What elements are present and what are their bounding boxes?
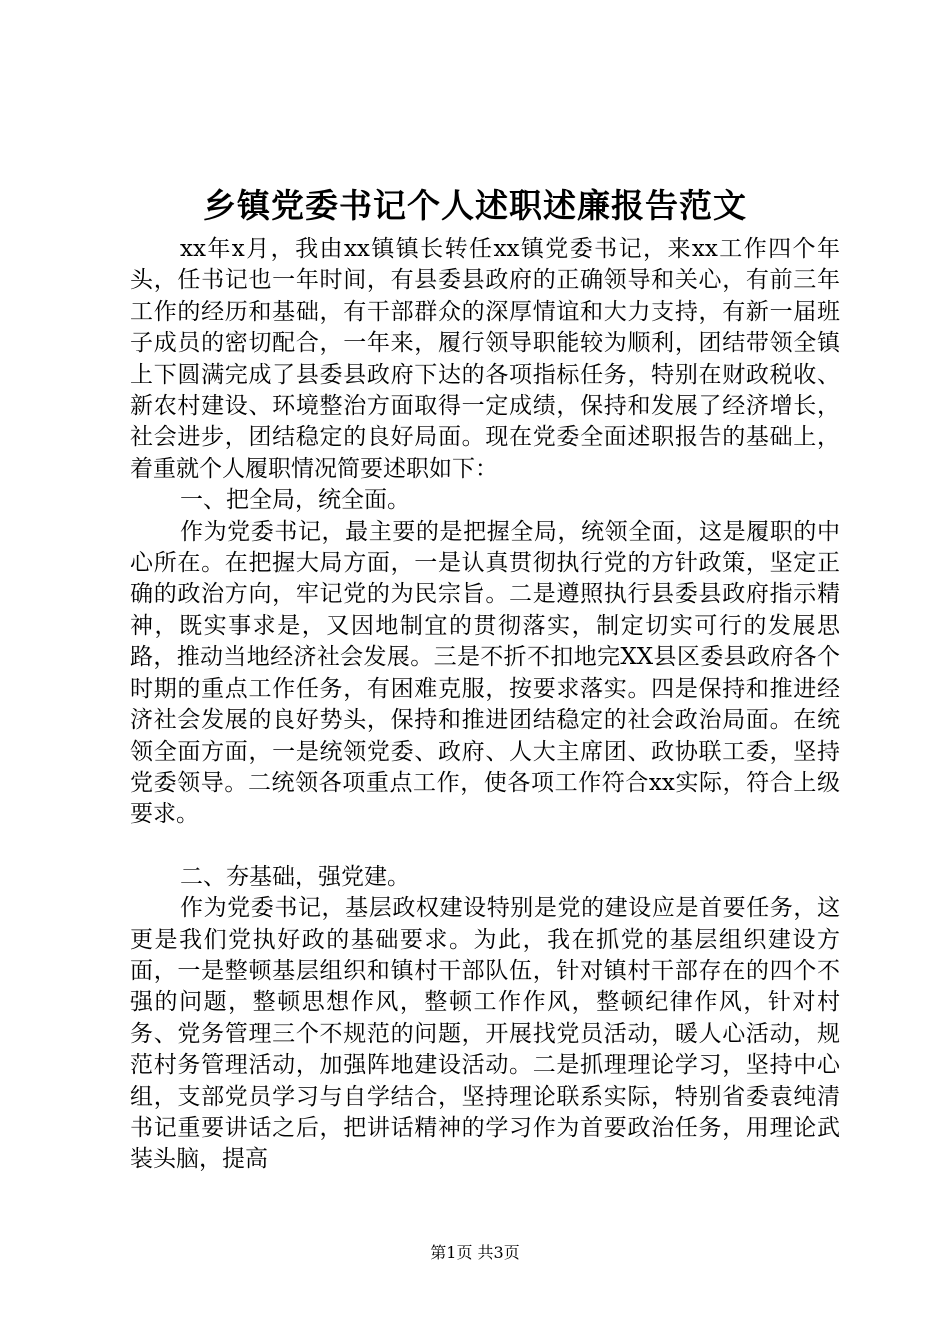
paragraph-gap	[130, 831, 840, 862]
section-1-paragraph: 作为党委书记，最主要的是把握全局，统领全面，这是履职的中心所在。在把握大局方面，一是认真贯彻执行党的方针政策，坚定正确的政治方向，牢记党的为民宗旨。二是遵照执行县委县政府指示精神，既实事求是，又因地制宜的贯彻落实，制定切实可行的发展思路，推动当地经济社会发展。三是不折不扣地完XX县区委县政府各个时期的重点工作任务，有困难克服，按要求落实。四是保持和推进经济社会发展的良好势头，保持和推进团结稳定的社会政治局面。在统领全面方面，一是统领党委、政府、人大主席团、政协联工委，坚持党委领导。二统领各项重点工作，使各项工作符合xx实际，符合上级要求。	[130, 518, 840, 828]
document-body	[130, 234, 840, 1176]
document-title: 乡镇党委书记个人述职述廉报告范文	[203, 186, 747, 225]
intro-paragraph: xx年x月，我由xx镇镇长转任xx镇党委书记，来xx工作四个年头，任书记也一年时间，有县委县政府的正确领导和关心，有前三年工作的经历和基础，有干部群众的深厚情谊和大力支持，有新一届班子成员的密切配合，一年来，履行领导职能较为顺利，团结带领全镇上下圆满完成了县委县政府下达的各项指标任务，特别在财政税收、新农村建设、环境整治方面取得一定成绩，保持和发展了经济增长，社会进步，团结稳定的良好局面。现在党委全面述职报告的基础上，着重就个人履职情况简要述职如下：	[130, 236, 840, 482]
section-2-paragraph: 作为党委书记，基层政权建设特别是党的建设应是首要任务，这更是我们党执好政的基础要求。为此，我在抓党的基层组织建设方面，一是整顿基层组织和镇村干部队伍，针对镇村干部存在的四个不强的问题，整顿思想作风，整顿工作作风，整顿纪律作风，针对村务、党务管理三个不规范的问题，开展找党员活动，暖人心活动，规范村务管理活动，加强阵地建设活动。二是抓理理论学习，坚持中心组，支部党员学习与自学结合，坚持理论联系实际，特别省委袁纯清书记重要讲话之后，把讲话精神的学习作为首要政治任务，用理论武装头脑，提高	[130, 895, 840, 1173]
section-2-heading: 二、夯基础，强党建。	[180, 863, 410, 890]
page-number-footer: 第1页 共3页	[430, 1243, 520, 1262]
section-1-heading: 一、把全局，统全面。	[180, 487, 410, 514]
